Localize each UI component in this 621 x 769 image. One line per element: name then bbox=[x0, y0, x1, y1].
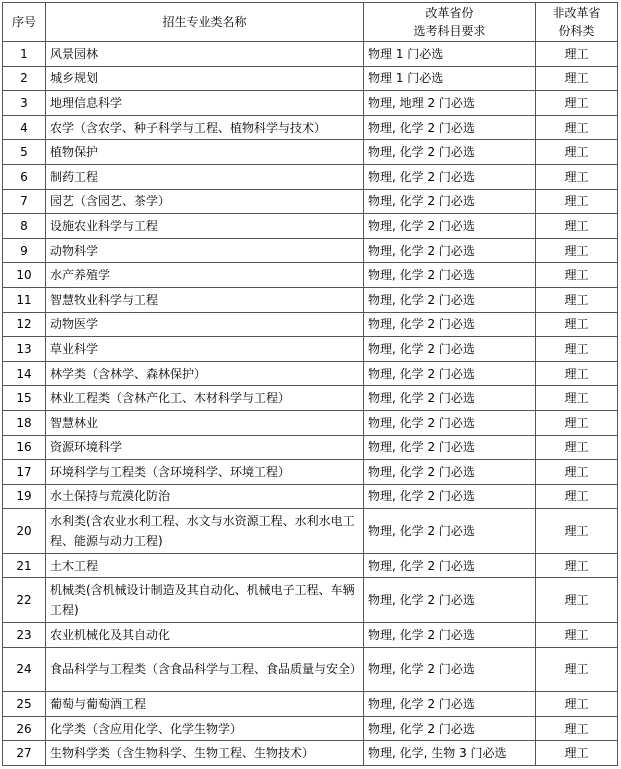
table-row bbox=[3, 312, 618, 337]
header-requirement bbox=[364, 3, 536, 42]
major-cell: 林学类（含林学、森林保护） bbox=[46, 361, 364, 386]
category-cell: 理工 bbox=[536, 164, 618, 189]
admission-requirements-table bbox=[2, 2, 618, 766]
seq-cell: 3 bbox=[3, 91, 46, 116]
requirement-cell: 物理, 化学 2 门必选 bbox=[364, 410, 536, 435]
seq-cell: 8 bbox=[3, 214, 46, 239]
major-cell: 资源环境科学 bbox=[46, 435, 364, 460]
table-row bbox=[3, 91, 618, 116]
seq-cell: 24 bbox=[3, 647, 46, 692]
major-cell: 化学类（含应用化学、化学生物学） bbox=[46, 716, 364, 741]
major-cell: 智慧林业 bbox=[46, 410, 364, 435]
table-row bbox=[3, 337, 618, 362]
table-row bbox=[3, 140, 618, 165]
major-cell: 植物保护 bbox=[46, 140, 364, 165]
seq-cell: 14 bbox=[3, 361, 46, 386]
header-major-text: 招生专业类名称 bbox=[162, 15, 247, 29]
category-cell: 理工 bbox=[536, 337, 618, 362]
requirement-cell: 物理, 化学 2 门必选 bbox=[364, 553, 536, 578]
header-cat-line2: 份科类 bbox=[558, 24, 595, 38]
requirement-cell: 物理, 化学 2 门必选 bbox=[364, 337, 536, 362]
major-cell: 环境科学与工程类（含环境科学、环境工程） bbox=[46, 460, 364, 485]
category-cell: 理工 bbox=[536, 312, 618, 337]
category-cell: 理工 bbox=[536, 484, 618, 509]
seq-cell: 5 bbox=[3, 140, 46, 165]
seq-cell: 4 bbox=[3, 115, 46, 140]
major-cell: 动物科学 bbox=[46, 238, 364, 263]
seq-cell: 23 bbox=[3, 623, 46, 648]
requirement-cell: 物理, 化学 2 门必选 bbox=[364, 361, 536, 386]
category-cell: 理工 bbox=[536, 263, 618, 288]
table-row bbox=[3, 623, 618, 648]
seq-cell: 25 bbox=[3, 692, 46, 717]
requirement-cell: 物理, 化学 2 门必选 bbox=[364, 460, 536, 485]
table-row bbox=[3, 435, 618, 460]
major-cell: 水土保持与荒漠化防治 bbox=[46, 484, 364, 509]
requirement-cell: 物理, 化学 2 门必选 bbox=[364, 238, 536, 263]
requirement-cell: 物理, 化学 2 门必选 bbox=[364, 287, 536, 312]
header-cat-line1: 非改革省 bbox=[552, 6, 601, 20]
seq-cell: 2 bbox=[3, 66, 46, 91]
category-cell: 理工 bbox=[536, 716, 618, 741]
table-row bbox=[3, 410, 618, 435]
table-header bbox=[3, 3, 618, 42]
major-cell: 地理信息科学 bbox=[46, 91, 364, 116]
table-row bbox=[3, 42, 618, 67]
header-major bbox=[46, 3, 364, 42]
table-row bbox=[3, 263, 618, 288]
seq-cell: 6 bbox=[3, 164, 46, 189]
seq-cell: 19 bbox=[3, 484, 46, 509]
major-cell: 城乡规划 bbox=[46, 66, 364, 91]
major-cell: 草业科学 bbox=[46, 337, 364, 362]
header-seq bbox=[3, 3, 46, 42]
requirement-cell: 物理, 化学 2 门必选 bbox=[364, 164, 536, 189]
seq-cell: 21 bbox=[3, 553, 46, 578]
major-cell: 动物医学 bbox=[46, 312, 364, 337]
category-cell: 理工 bbox=[536, 115, 618, 140]
header-category bbox=[536, 3, 618, 42]
category-cell: 理工 bbox=[536, 509, 618, 554]
requirement-cell: 物理, 化学 2 门必选 bbox=[364, 484, 536, 509]
table-row bbox=[3, 647, 618, 692]
seq-cell: 7 bbox=[3, 189, 46, 214]
table-row bbox=[3, 716, 618, 741]
category-cell: 理工 bbox=[536, 238, 618, 263]
table-body bbox=[3, 42, 618, 766]
requirement-cell: 物理, 化学 2 门必选 bbox=[364, 692, 536, 717]
seq-cell: 9 bbox=[3, 238, 46, 263]
table-row bbox=[3, 509, 618, 554]
requirement-cell: 物理 1 门必选 bbox=[364, 42, 536, 67]
table-row bbox=[3, 460, 618, 485]
requirement-cell: 物理, 化学 2 门必选 bbox=[364, 435, 536, 460]
major-cell: 林业工程类（含林产化工、木材科学与工程） bbox=[46, 386, 364, 411]
category-cell: 理工 bbox=[536, 91, 618, 116]
major-cell: 水产养殖学 bbox=[46, 263, 364, 288]
major-cell: 制药工程 bbox=[46, 164, 364, 189]
category-cell: 理工 bbox=[536, 647, 618, 692]
category-cell: 理工 bbox=[536, 189, 618, 214]
requirement-cell: 物理, 化学 2 门必选 bbox=[364, 140, 536, 165]
category-cell: 理工 bbox=[536, 410, 618, 435]
table-row bbox=[3, 553, 618, 578]
category-cell: 理工 bbox=[536, 42, 618, 67]
table-row bbox=[3, 115, 618, 140]
requirement-cell: 物理, 化学, 生物 3 门必选 bbox=[364, 741, 536, 766]
requirement-cell: 物理, 化学 2 门必选 bbox=[364, 623, 536, 648]
table-row bbox=[3, 238, 618, 263]
major-cell: 食品科学与工程类（含食品科学与工程、食品质量与安全） bbox=[46, 647, 364, 692]
header-req-line2: 选考科目要求 bbox=[413, 24, 486, 38]
requirement-cell: 物理, 地理 2 门必选 bbox=[364, 91, 536, 116]
major-cell: 农业机械化及其自动化 bbox=[46, 623, 364, 648]
major-cell: 水利类(含农业水利工程、水文与水资源工程、水利水电工程、能源与动力工程) bbox=[46, 509, 364, 554]
header-row bbox=[3, 3, 618, 42]
major-cell: 土木工程 bbox=[46, 553, 364, 578]
table-row bbox=[3, 66, 618, 91]
category-cell: 理工 bbox=[536, 578, 618, 623]
requirement-cell: 物理, 化学 2 门必选 bbox=[364, 386, 536, 411]
seq-cell: 15 bbox=[3, 386, 46, 411]
seq-cell: 17 bbox=[3, 460, 46, 485]
seq-cell: 1 bbox=[3, 42, 46, 67]
requirement-cell: 物理, 化学 2 门必选 bbox=[364, 115, 536, 140]
requirement-cell: 物理, 化学 2 门必选 bbox=[364, 214, 536, 239]
category-cell: 理工 bbox=[536, 741, 618, 766]
seq-cell: 13 bbox=[3, 337, 46, 362]
requirement-cell: 物理, 化学 2 门必选 bbox=[364, 509, 536, 554]
category-cell: 理工 bbox=[536, 692, 618, 717]
table-row bbox=[3, 692, 618, 717]
header-seq-text: 序号 bbox=[11, 15, 36, 29]
table-row bbox=[3, 484, 618, 509]
requirement-cell: 物理, 化学 2 门必选 bbox=[364, 716, 536, 741]
major-cell: 园艺（含园艺、茶学） bbox=[46, 189, 364, 214]
major-cell: 农学（含农学、种子科学与工程、植物科学与技术） bbox=[46, 115, 364, 140]
requirement-cell: 物理, 化学 2 门必选 bbox=[364, 312, 536, 337]
major-cell: 生物科学类（含生物科学、生物工程、生物技术） bbox=[46, 741, 364, 766]
category-cell: 理工 bbox=[536, 287, 618, 312]
requirement-cell: 物理 1 门必选 bbox=[364, 66, 536, 91]
category-cell: 理工 bbox=[536, 623, 618, 648]
category-cell: 理工 bbox=[536, 553, 618, 578]
header-req-line1: 改革省份 bbox=[425, 6, 474, 20]
category-cell: 理工 bbox=[536, 435, 618, 460]
requirement-cell: 物理, 化学 2 门必选 bbox=[364, 578, 536, 623]
seq-cell: 16 bbox=[3, 435, 46, 460]
requirement-cell: 物理, 化学 2 门必选 bbox=[364, 647, 536, 692]
requirement-cell: 物理, 化学 2 门必选 bbox=[364, 189, 536, 214]
table-row bbox=[3, 386, 618, 411]
seq-cell: 20 bbox=[3, 509, 46, 554]
major-cell: 智慧牧业科学与工程 bbox=[46, 287, 364, 312]
seq-cell: 27 bbox=[3, 741, 46, 766]
seq-cell: 18 bbox=[3, 410, 46, 435]
table-row bbox=[3, 164, 618, 189]
table-row bbox=[3, 741, 618, 766]
category-cell: 理工 bbox=[536, 460, 618, 485]
category-cell: 理工 bbox=[536, 66, 618, 91]
major-cell: 风景园林 bbox=[46, 42, 364, 67]
category-cell: 理工 bbox=[536, 214, 618, 239]
table-row bbox=[3, 287, 618, 312]
table-row bbox=[3, 214, 618, 239]
major-cell: 设施农业科学与工程 bbox=[46, 214, 364, 239]
seq-cell: 10 bbox=[3, 263, 46, 288]
table-row bbox=[3, 578, 618, 623]
seq-cell: 26 bbox=[3, 716, 46, 741]
requirement-cell: 物理, 化学 2 门必选 bbox=[364, 263, 536, 288]
category-cell: 理工 bbox=[536, 361, 618, 386]
major-cell: 葡萄与葡萄酒工程 bbox=[46, 692, 364, 717]
category-cell: 理工 bbox=[536, 386, 618, 411]
seq-cell: 11 bbox=[3, 287, 46, 312]
seq-cell: 12 bbox=[3, 312, 46, 337]
major-cell: 机械类(含机械设计制造及其自动化、机械电子工程、车辆工程) bbox=[46, 578, 364, 623]
table-row bbox=[3, 361, 618, 386]
table-row bbox=[3, 189, 618, 214]
seq-cell: 22 bbox=[3, 578, 46, 623]
category-cell: 理工 bbox=[536, 140, 618, 165]
